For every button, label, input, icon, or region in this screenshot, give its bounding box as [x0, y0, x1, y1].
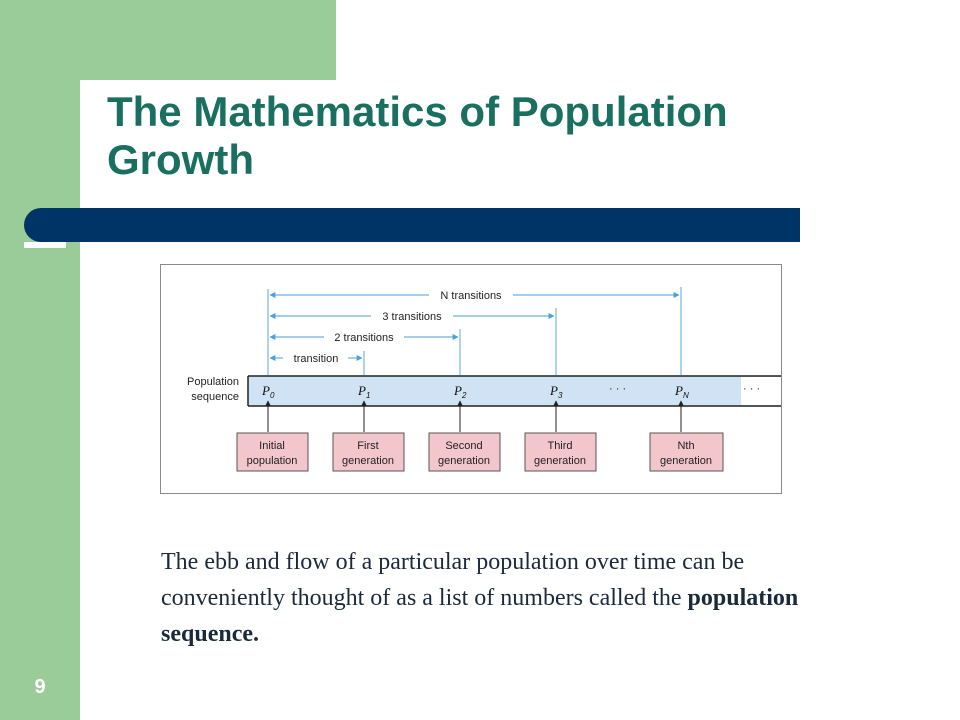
sequence-band: [248, 376, 781, 406]
sequence-diagram: [161, 265, 781, 493]
body-text-bold: population sequence.: [161, 585, 799, 647]
box-first-line1: First: [357, 440, 379, 452]
box-first-line2: generation: [342, 455, 394, 467]
body-paragraph: [161, 544, 801, 652]
term-p1: $P_1$: [358, 383, 371, 400]
box-third-line2: generation: [534, 455, 586, 467]
row-label-line2: sequence: [191, 391, 239, 403]
box-nth-line2: generation: [660, 455, 712, 467]
two-transitions-label: 2 transitions: [334, 332, 394, 344]
sequence-ellipsis-1: · · ·: [609, 383, 627, 395]
box-initial-line2: population: [246, 455, 298, 467]
left-green-band: [0, 0, 80, 720]
row-label-line1: Population: [187, 376, 239, 388]
page-number: 9: [34, 676, 46, 698]
n-transitions-label: N transitions: [440, 290, 502, 302]
term-p0: $P_0$: [262, 383, 275, 400]
box-nth-line1: Nth: [677, 440, 695, 452]
slide-title: The Mathematics of Population Growth: [107, 88, 728, 183]
box-second-line1: Second: [445, 440, 483, 452]
title-underline-bar: [24, 208, 800, 242]
term-p2: $P_2$: [454, 383, 467, 400]
box-second-line2: generation: [438, 455, 490, 467]
population-sequence-figure: [160, 264, 782, 494]
sequence-ellipsis-2: · · ·: [743, 383, 761, 395]
term-pn: $P_N$: [675, 383, 689, 400]
box-initial-line1: Initial: [259, 440, 285, 452]
box-third-line1: Third: [547, 440, 573, 452]
title-bar-notch: [24, 242, 66, 248]
term-p3: $P_3$: [550, 383, 563, 400]
body-text-plain: The ebb and flow of a particular population over time can be conveniently thought of as a list of numbers called the: [161, 549, 745, 611]
three-transitions-label: 3 transitions: [382, 311, 442, 323]
top-green-band: [80, 0, 336, 80]
one-transition-label: transition: [293, 353, 339, 365]
